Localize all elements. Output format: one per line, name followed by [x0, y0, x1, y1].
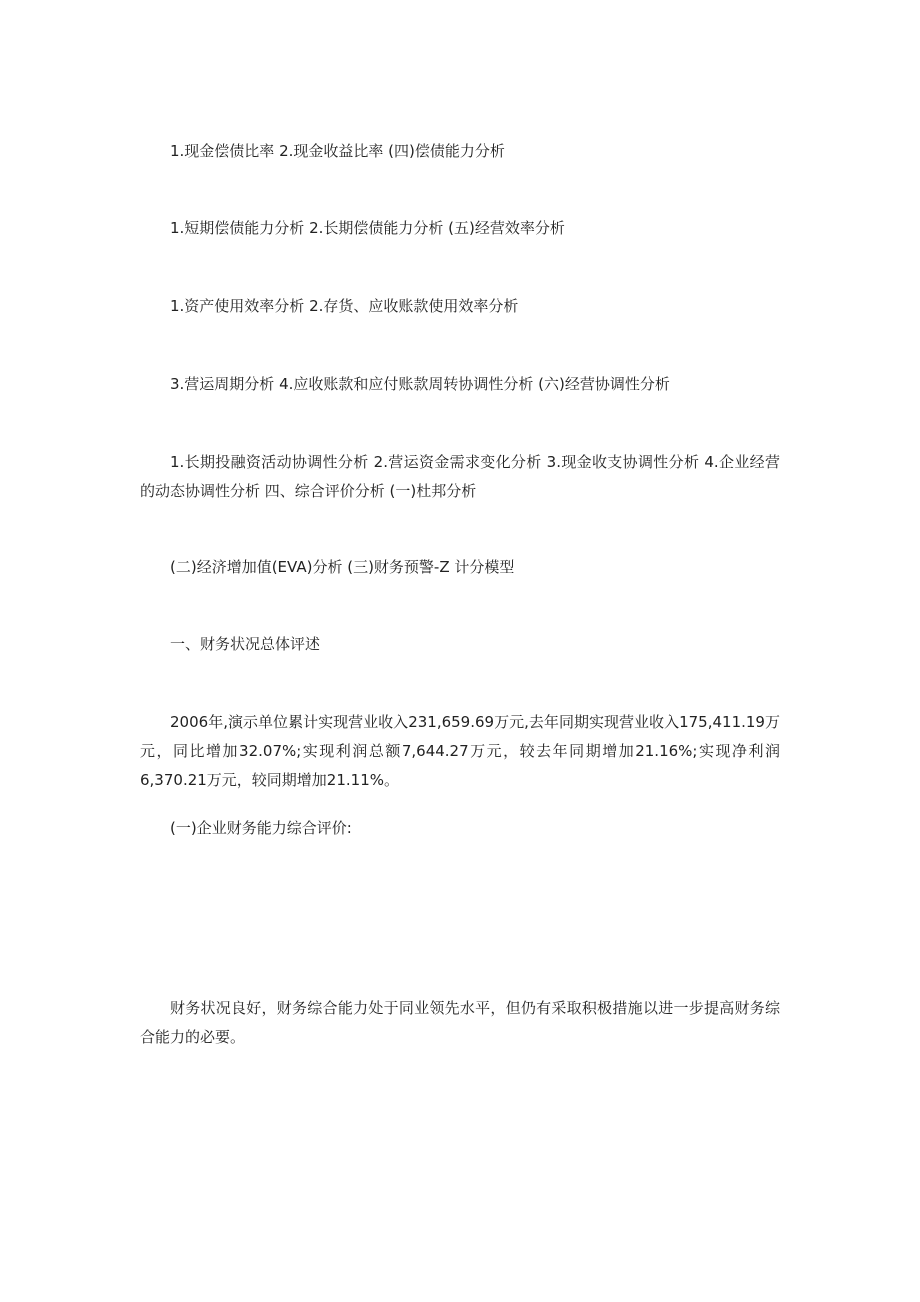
paragraph-conclusion: 财务状况良好，财务综合能力处于同业领先水平，但仍有采取积极措施以进一步提高财务综合能力的必要。: [140, 999, 780, 1046]
paragraph-coordination-analysis: 1.长期投融资活动协调性分析 2.营运资金需求变化分析 3.现金收支协调性分析 4.企业经营的动态协调性分析 四、综合评价分析 (一)杜邦分析: [140, 453, 780, 500]
section-heading-overview: 一、财务状况总体评述: [170, 635, 321, 653]
paragraph-operating-cycle: 3.营运周期分析 4.应收账款和应付账款周转协调性分析 (六)经营协调性分析: [170, 375, 670, 393]
paragraph-solvency-analysis: 1.短期偿债能力分析 2.长期偿债能力分析 (五)经营效率分析: [170, 219, 565, 237]
paragraph-eva-zscore: (二)经济增加值(EVA)分析 (三)财务预警-Z 计分模型: [170, 558, 515, 576]
paragraph-solvency-ratios: 1.现金偿债比率 2.现金收益比率 (四)偿债能力分析: [170, 142, 505, 160]
paragraph-2006-summary: 2006年,演示单位累计实现营业收入231,659.69万元,去年同期实现营业收入175,411.19万元，同比增加32.07%;实现利润总额7,644.27万元，较去年同期增加21.16%;实现净利润6,370.21万元，较同期增加21.11%。: [140, 713, 780, 789]
paragraph-asset-efficiency: 1.资产使用效率分析 2.存货、应收账款使用效率分析: [170, 297, 519, 315]
subsection-heading-evaluation: (一)企业财务能力综合评价:: [170, 819, 352, 837]
